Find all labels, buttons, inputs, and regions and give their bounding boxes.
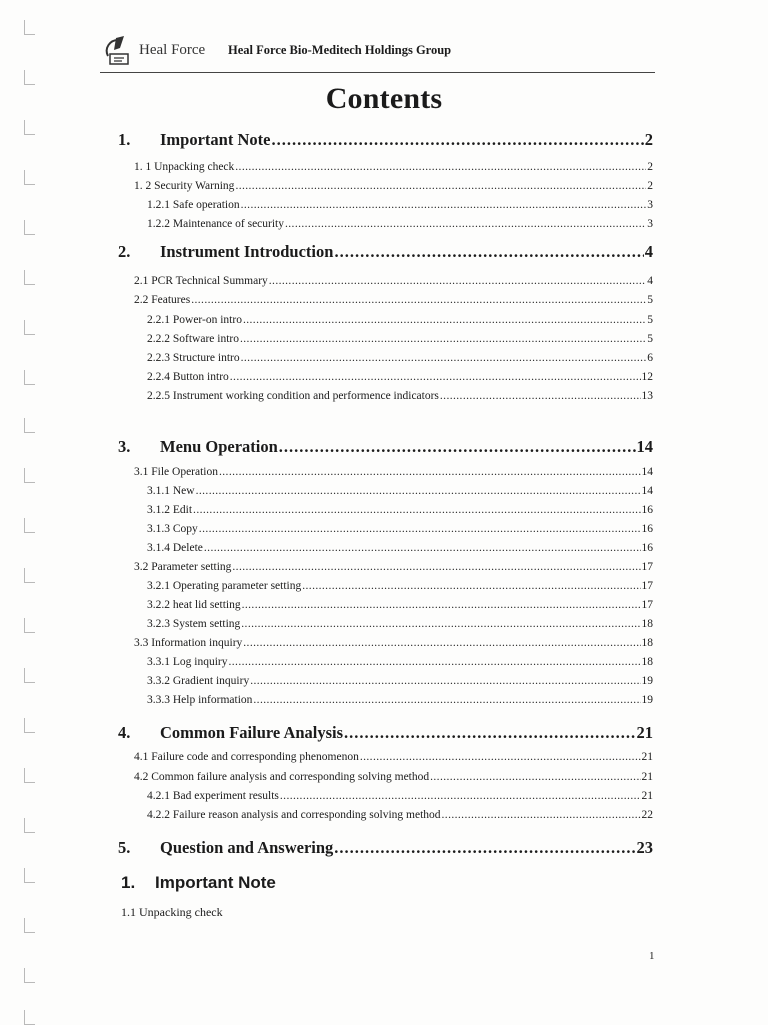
toc-entry-row	[147, 656, 653, 668]
toc-page-number: 19	[641, 694, 653, 706]
toc-entry-text: 3.1.4 Delete	[147, 542, 203, 554]
binding-mark	[24, 418, 35, 433]
toc-page-number: 3	[647, 218, 653, 230]
toc-page-number: 3	[647, 199, 653, 211]
toc-entry-label	[147, 618, 240, 630]
section-heading-number: 1.	[121, 873, 136, 892]
binding-mark	[24, 818, 35, 833]
toc-entry-label	[134, 771, 429, 783]
toc-page-number: 14	[641, 485, 653, 497]
toc-leader-dots	[285, 218, 646, 230]
toc-entry-row	[134, 561, 653, 573]
toc-entry-text: 3.2.2 heat lid setting	[147, 599, 241, 611]
toc-page-number: 18	[641, 637, 653, 649]
toc-entry-label	[147, 580, 301, 592]
toc-page-number: 2	[644, 130, 653, 149]
toc-entry-row	[134, 771, 653, 783]
toc-entry-label	[134, 561, 231, 573]
toc-section-row	[118, 437, 653, 457]
toc-page-number: 14	[641, 466, 653, 478]
toc-entry-text: 2.2.1 Power-on intro	[147, 314, 242, 326]
toc-entry-row	[147, 371, 653, 383]
toc-entry-text: 2.2.5 Instrument working condition and performence indicators	[147, 390, 439, 402]
toc-page-number: 21	[641, 771, 653, 783]
toc-entry-text: 2.2 Features	[134, 294, 191, 306]
toc-entry-label	[147, 333, 239, 345]
toc-section-number: 5.	[118, 838, 131, 857]
toc-entry-row	[147, 333, 653, 345]
toc-entry-text: 3.3.2 Gradient inquiry	[147, 675, 250, 687]
toc-entry-text: 4.1 Failure code and corresponding phenomenon	[134, 751, 359, 763]
toc-entry-row	[147, 790, 653, 802]
toc-entry-label	[134, 180, 234, 192]
toc-entry-text: 1.2.1 Safe operation	[147, 199, 240, 211]
binding-mark	[24, 20, 35, 35]
toc-entry-label	[118, 838, 333, 858]
toc-entry-row	[147, 809, 653, 821]
toc-leader-dots	[219, 466, 641, 478]
toc-entry-label	[118, 437, 278, 457]
toc-leader-dots	[204, 542, 641, 554]
binding-mark	[24, 468, 35, 483]
toc-page-number: 5	[647, 294, 653, 306]
toc-entry-label	[147, 523, 198, 535]
page-header	[100, 30, 655, 74]
toc-page-number: 21	[636, 723, 653, 742]
toc-entry-label	[147, 656, 228, 668]
toc-section-number: 4.	[118, 723, 131, 742]
toc-entry-text: 1. 2 Security Warning	[134, 180, 235, 192]
toc-section-number: 2.	[118, 242, 131, 261]
toc-leader-dots	[230, 371, 641, 383]
binding-mark	[24, 618, 35, 633]
binding-margin	[0, 0, 40, 1024]
toc-page-number: 22	[641, 809, 653, 821]
toc-entry-label	[147, 314, 242, 326]
binding-mark	[24, 1010, 35, 1025]
toc-entry-text: 4.2 Common failure analysis and corresponding solving method	[134, 771, 430, 783]
toc-leader-dots	[241, 352, 647, 364]
toc-entry-label	[147, 485, 195, 497]
binding-mark	[24, 868, 35, 883]
toc-entry-label	[147, 599, 241, 611]
heal-force-logo-icon	[100, 34, 134, 73]
toc-page-number: 13	[641, 390, 653, 402]
toc-leader-dots	[240, 333, 646, 345]
page-title: Contents	[325, 82, 443, 115]
toc-page-number: 17	[641, 599, 653, 611]
toc-entry-label	[134, 275, 268, 287]
toc-entry-label	[134, 751, 359, 763]
toc-entry-row	[147, 218, 653, 230]
toc-entry-label	[147, 390, 439, 402]
toc-page-number: 19	[641, 675, 653, 687]
toc-leader-dots	[191, 294, 646, 306]
toc-entry-label	[147, 218, 284, 230]
toc-entry-label	[147, 199, 240, 211]
toc-entry-text: 3.1.2 Edit	[147, 504, 193, 516]
toc-entry-text: 2.2.2 Software intro	[147, 333, 239, 345]
toc-entry-text: Important Note	[160, 130, 271, 149]
toc-leader-dots	[269, 275, 646, 287]
toc-entry-row	[134, 161, 653, 173]
binding-mark	[24, 918, 35, 933]
toc-page-number: 12	[641, 371, 653, 383]
toc-entry-label	[118, 723, 343, 743]
toc-section-row	[118, 242, 653, 262]
toc-entry-row	[147, 390, 653, 402]
toc-leader-dots	[253, 694, 640, 706]
toc-entry-text: 2.1 PCR Technical Summary	[134, 275, 268, 287]
toc-entry-row	[147, 542, 653, 554]
toc-page-number: 14	[636, 437, 653, 456]
toc-entry-label	[147, 675, 249, 687]
toc-entry-text: 4.2.2 Failure reason analysis and corresponding solving method	[147, 809, 441, 821]
toc-entry-row	[147, 352, 653, 364]
toc-entry-text: 3.1 File Operation	[134, 466, 218, 478]
company-name: Heal Force Bio-Meditech Holdings Group	[228, 43, 452, 57]
toc-leader-dots	[196, 485, 641, 497]
brand-name: Heal Force	[139, 42, 206, 58]
toc-entry-label	[118, 242, 333, 262]
binding-mark	[24, 718, 35, 733]
toc-entry-text: Menu Operation	[160, 437, 278, 456]
toc-entry-label	[134, 161, 234, 173]
toc-leader-dots	[334, 838, 635, 858]
toc-page-number: 16	[641, 504, 653, 516]
toc-entry-text: 1.2.2 Maintenance of security	[147, 218, 284, 230]
toc-entry-row	[147, 523, 653, 535]
toc-entry-text: 3.1.3 Copy	[147, 523, 198, 535]
page-number: 1	[649, 950, 655, 962]
toc-entry-label	[134, 466, 218, 478]
toc-entry-label	[134, 637, 242, 649]
toc-entry-row	[147, 618, 653, 630]
toc-leader-dots	[241, 618, 640, 630]
binding-mark	[24, 568, 35, 583]
toc-entry-label	[147, 694, 252, 706]
binding-mark	[24, 518, 35, 533]
binding-mark	[24, 120, 35, 135]
binding-mark	[24, 170, 35, 185]
toc-page-number: 21	[641, 790, 653, 802]
toc-leader-dots	[279, 437, 636, 457]
toc-entry-row	[134, 751, 653, 763]
toc-entry-text: 3.1.1 New	[147, 485, 195, 497]
binding-mark	[24, 370, 35, 385]
toc-entry-row	[134, 275, 653, 287]
toc-entry-label	[147, 790, 279, 802]
toc-page-number: 23	[636, 838, 653, 857]
toc-entry-row	[147, 694, 653, 706]
toc-leader-dots	[442, 809, 641, 821]
toc-entry-row	[134, 466, 653, 478]
toc-page-number: 5	[647, 314, 653, 326]
toc-entry-text: 4.2.1 Bad experiment results	[147, 790, 279, 802]
binding-mark	[24, 668, 35, 683]
toc-entry-label	[134, 294, 190, 306]
toc-leader-dots	[302, 580, 640, 592]
toc-entry-row	[147, 580, 653, 592]
toc-page-number: 2	[647, 180, 653, 192]
toc-leader-dots	[243, 314, 646, 326]
toc-entry-row	[134, 637, 653, 649]
toc-entry-text: 3.2.1 Operating parameter setting	[147, 580, 302, 592]
toc-entry-text: 3.2 Parameter setting	[134, 561, 232, 573]
subsection-text: 1.1 Unpacking check	[121, 905, 223, 919]
toc-leader-dots	[241, 199, 647, 211]
toc-entry-row	[147, 675, 653, 687]
toc-leader-dots	[229, 656, 641, 668]
toc-entry-text: Question and Answering	[160, 838, 334, 857]
toc-leader-dots	[199, 523, 641, 535]
toc-leader-dots	[344, 723, 635, 743]
header-divider	[100, 72, 655, 73]
section-heading-text: Important Note	[155, 873, 276, 892]
toc-entry-text: 2.2.3 Structure intro	[147, 352, 240, 364]
toc-entry-text: 1. 1 Unpacking check	[134, 161, 235, 173]
toc-entry-row	[147, 504, 653, 516]
toc-entry-row	[147, 314, 653, 326]
toc-entry-row	[134, 180, 653, 192]
toc-leader-dots	[232, 561, 640, 573]
toc-section-row	[118, 838, 653, 858]
toc-section-number: 3.	[118, 437, 131, 456]
toc-leader-dots	[242, 599, 641, 611]
toc-page-number: 17	[641, 580, 653, 592]
toc-entry-text: 2.2.4 Button intro	[147, 371, 229, 383]
toc-entry-label	[147, 809, 441, 821]
toc-entry-label	[118, 130, 270, 150]
toc-page-number: 2	[647, 161, 653, 173]
binding-mark	[24, 768, 35, 783]
section-heading	[121, 873, 276, 893]
toc-leader-dots	[280, 790, 641, 802]
toc-entry-row	[147, 485, 653, 497]
toc-page-number: 16	[641, 542, 653, 554]
toc-entry-text: 3.3 Information inquiry	[134, 637, 243, 649]
toc-leader-dots	[360, 751, 641, 763]
toc-entry-label	[147, 352, 240, 364]
toc-section-row	[118, 130, 653, 150]
toc-leader-dots	[271, 130, 643, 150]
toc-leader-dots	[440, 390, 641, 402]
binding-mark	[24, 270, 35, 285]
toc-page-number: 5	[647, 333, 653, 345]
toc-leader-dots	[243, 637, 640, 649]
toc-leader-dots	[250, 675, 640, 687]
toc-page-number: 18	[641, 618, 653, 630]
binding-mark	[24, 320, 35, 335]
toc-section-number: 1.	[118, 130, 131, 149]
toc-entry-text: Common Failure Analysis	[160, 723, 344, 742]
toc-entry-text: Instrument Introduction	[160, 242, 334, 261]
toc-page-number: 17	[641, 561, 653, 573]
toc-page-number: 16	[641, 523, 653, 535]
toc-page-number: 18	[641, 656, 653, 668]
toc-leader-dots	[334, 242, 643, 262]
toc-entry-text: 3.2.3 System setting	[147, 618, 241, 630]
toc-entry-label	[147, 371, 229, 383]
binding-mark	[24, 220, 35, 235]
toc-leader-dots	[235, 161, 646, 173]
toc-leader-dots	[193, 504, 640, 516]
toc-entry-text: 3.3.3 Help information	[147, 694, 253, 706]
toc-entry-row	[147, 199, 653, 211]
toc-page-number: 4	[644, 242, 653, 261]
toc-page-number: 4	[647, 275, 653, 287]
binding-mark	[24, 968, 35, 983]
toc-entry-label	[147, 504, 192, 516]
toc-page-number: 6	[647, 352, 653, 364]
toc-entry-row	[147, 599, 653, 611]
toc-entry-row	[134, 294, 653, 306]
toc-leader-dots	[235, 180, 646, 192]
toc-page-number: 21	[641, 751, 653, 763]
toc-leader-dots	[430, 771, 640, 783]
toc-entry-text: 3.3.1 Log inquiry	[147, 656, 228, 668]
toc-entry-label	[147, 542, 203, 554]
toc-section-row	[118, 723, 653, 743]
